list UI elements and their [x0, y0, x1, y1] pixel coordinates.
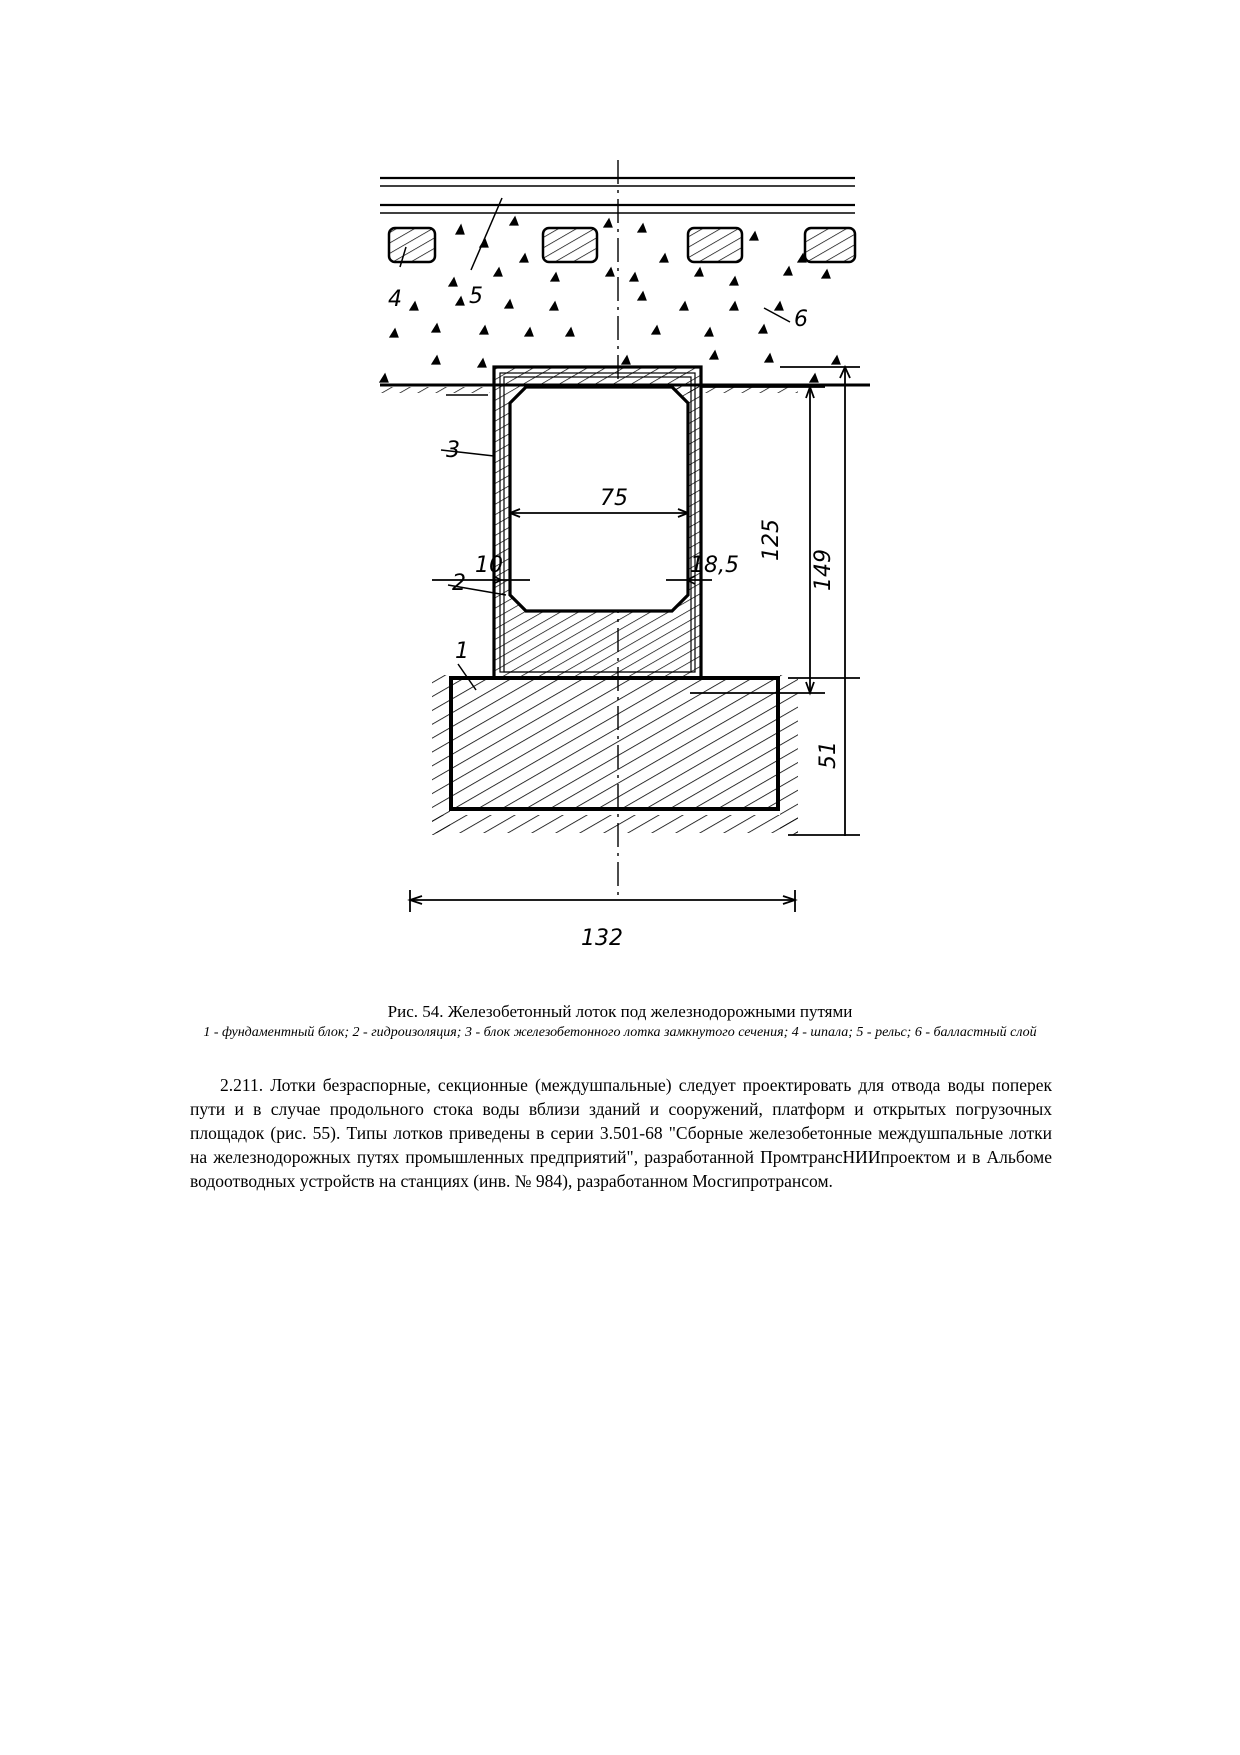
dim-wall-left: 10: [475, 553, 503, 578]
dim-inner-width: 75: [600, 486, 628, 511]
callout-3: 3: [446, 438, 460, 463]
callout-4: 4: [388, 287, 402, 312]
dim-total-height: 149: [811, 549, 836, 591]
callout-6: 6: [794, 307, 808, 332]
callout-2: 2: [452, 571, 466, 596]
channel-block: [494, 367, 701, 678]
callout-5: 5: [469, 284, 483, 309]
dim-inner-height: 125: [759, 519, 784, 561]
dim-foundation-width: 132: [581, 926, 623, 951]
dim-wall-right: 18,5: [690, 553, 739, 578]
channel-cavity: [510, 387, 688, 611]
body-paragraph: 2.211. Лотки безраспорные, секционные (междушпальные) следует проектировать для отвода воды поперек пути и в случае продольного стока воды вблизи зданий и сооружений, платформ и открытых погрузочных площадок (рис. 55). Типы лотков приведены в серии 3.501-68 "Сборные железобетонные междушпальные лотки на железнодорожных путях промышленных предприятий", разработанной ПромтрансНИИпроектом и в Альбоме водоотводных устройств на станциях (инв. № 984), разработанном Мосгипротрансом.: [190, 1075, 1052, 1191]
dim-foundation-height: 51: [816, 741, 841, 769]
foundation-block: [451, 678, 778, 809]
callout-1: 1: [455, 639, 469, 664]
ballast-stones: [380, 217, 840, 382]
figure-caption-title: Рис. 54. Железобетонный лоток под железнодорожными путями: [387, 1002, 853, 1021]
figure-caption-legend: 1 - фундаментный блок; 2 - гидроизоляция; 3 - блок железобетонного лотка замкнутого сечения; 4 - шпала; 5 - рельс; 6 - балластный слой: [203, 1025, 1037, 1040]
figure-drawing: [370, 150, 870, 980]
